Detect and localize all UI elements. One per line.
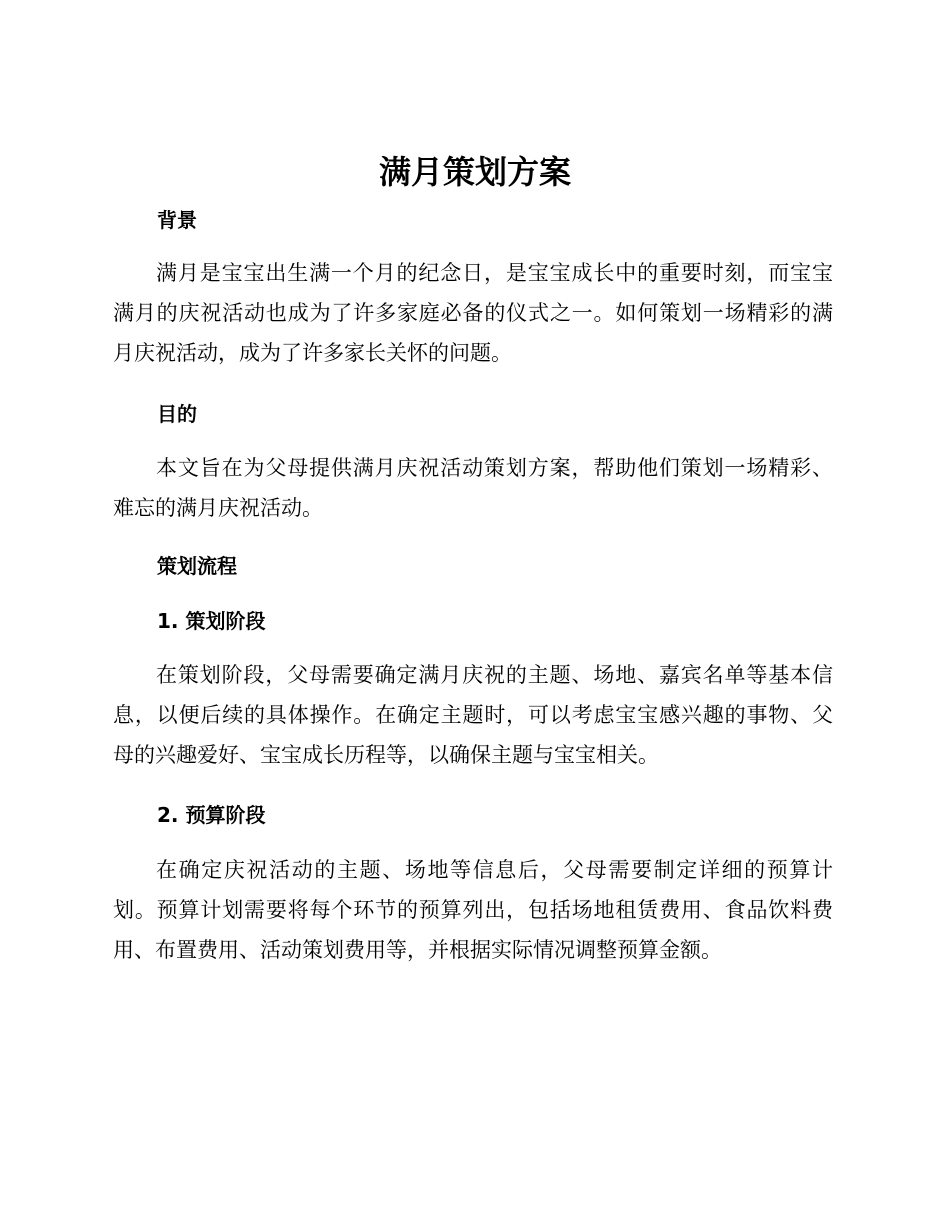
paragraph-line: 划。预算计划需要将每个环节的预算列出，包括场地租赁费用、食品饮料费 [113,898,833,922]
paragraph-line: 本文旨在为父母提供满月庆祝活动策划方案，帮助他们策划一场精彩、 [156,456,833,480]
section-heading-planning-stage: 1. 策划阶段 [157,609,266,633]
paragraph-line: 息，以便后续的具体操作。在确定主题时，可以考虑宝宝感兴趣的事物、父 [113,703,833,727]
paragraph-line: 满月是宝宝出生满一个月的纪念日，是宝宝成长中的重要时刻，而宝宝 [156,261,833,285]
paragraph-line: 难忘的满月庆祝活动。 [113,496,323,520]
paragraph-purpose [113,448,833,528]
section-heading-background: 背景 [157,208,197,232]
paragraph-line: 在确定庆祝活动的主题、场地等信息后，父母需要制定详细的预算计 [156,858,833,882]
section-heading-budget-stage: 2. 预算阶段 [157,803,266,827]
paragraph-line: 在策划阶段，父母需要确定满月庆祝的主题、场地、嘉宾名单等基本信 [156,663,833,687]
paragraph-line: 用、布置费用、活动策划费用等，并根据实际情况调整预算金额。 [113,938,722,962]
document-title: 满月策划方案 [378,153,571,191]
paragraph-line: 月庆祝活动，成为了许多家长关怀的问题。 [113,341,512,365]
section-heading-purpose: 目的 [157,402,197,426]
section-heading-process: 策划流程 [157,554,237,578]
paragraph-line: 满月的庆祝活动也成为了许多家庭必备的仪式之一。如何策划一场精彩的满 [113,301,833,325]
paragraph-line: 母的兴趣爱好、宝宝成长历程等，以确保主题与宝宝相关。 [113,743,659,767]
paragraph-planning-stage [113,655,833,775]
paragraph-background [113,253,833,373]
paragraph-budget-stage [113,850,833,970]
